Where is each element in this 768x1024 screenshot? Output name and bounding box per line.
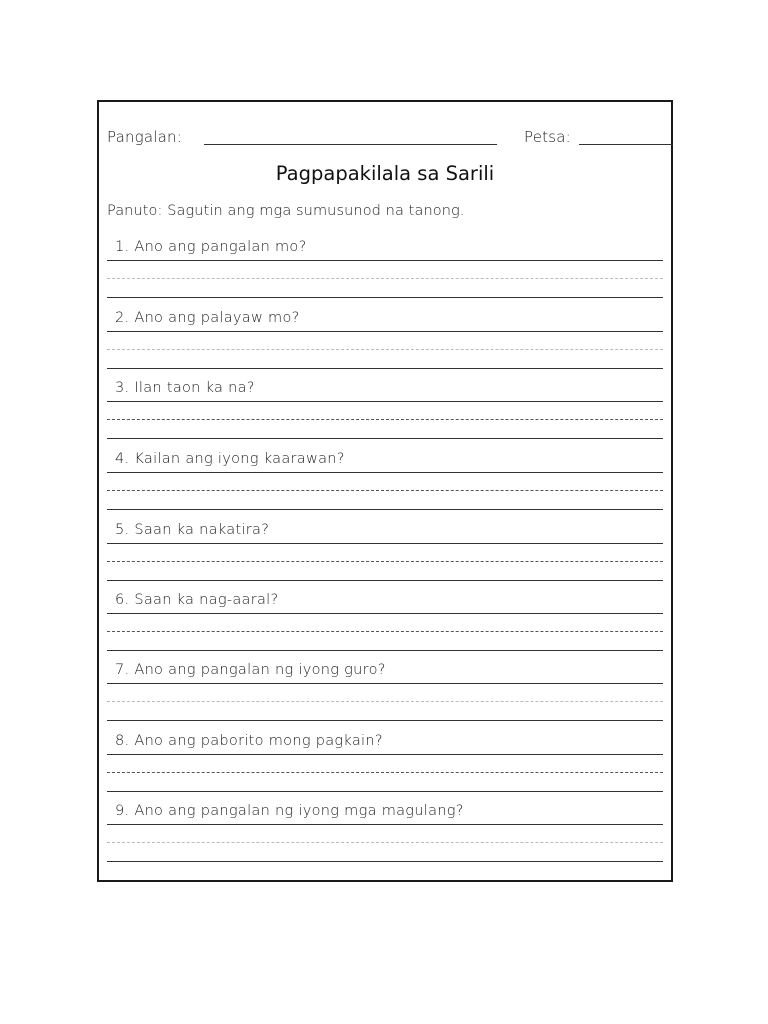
answer-line-top — [107, 331, 663, 332]
question-item — [107, 803, 663, 873]
name-label: Pangalan: — [107, 128, 182, 146]
answer-line-dashed[interactable] — [107, 772, 663, 773]
question-item — [107, 592, 663, 662]
answer-line-bottom — [107, 650, 663, 651]
question-item — [107, 310, 663, 380]
question-text: 1. Ano ang pangalan mo? — [115, 239, 307, 255]
answer-line-dashed[interactable] — [107, 419, 663, 420]
question-text: 9. Ano ang pangalan ng iyong mga magulang? — [115, 803, 464, 819]
question-item — [107, 380, 663, 450]
answer-line-bottom — [107, 297, 663, 298]
answer-line-top — [107, 613, 663, 614]
question-item — [107, 662, 663, 732]
date-answer-line[interactable] — [579, 144, 673, 145]
question-text: 5. Saan ka nakatira? — [115, 522, 270, 538]
answer-line-dashed[interactable] — [107, 701, 663, 702]
question-item — [107, 522, 663, 592]
date-label: Petsa: — [524, 128, 571, 146]
question-text: 4. Kailan ang iyong kaarawan? — [115, 451, 345, 467]
question-item — [107, 733, 663, 803]
question-text: 7. Ano ang pangalan ng iyong guro? — [115, 662, 386, 678]
answer-line-top — [107, 683, 663, 684]
question-item — [107, 239, 663, 309]
answer-line-bottom — [107, 861, 663, 862]
answer-line-bottom — [107, 720, 663, 721]
name-answer-line[interactable] — [204, 144, 497, 145]
instructions: Panuto: Sagutin ang mga sumusunod na tanong. — [107, 203, 465, 219]
question-item — [107, 451, 663, 521]
answer-line-dashed[interactable] — [107, 349, 663, 350]
question-text: 2. Ano ang palayaw mo? — [115, 310, 300, 326]
worksheet-page — [97, 100, 673, 882]
answer-line-dashed[interactable] — [107, 490, 663, 491]
answer-line-top — [107, 401, 663, 402]
answer-line-dashed[interactable] — [107, 278, 663, 279]
question-text: 6. Saan ka nag-aaral? — [115, 592, 279, 608]
answer-line-bottom — [107, 438, 663, 439]
answer-line-dashed[interactable] — [107, 631, 663, 632]
answer-line-dashed[interactable] — [107, 842, 663, 843]
answer-line-dashed[interactable] — [107, 561, 663, 562]
answer-line-top — [107, 260, 663, 261]
answer-line-top — [107, 472, 663, 473]
answer-line-bottom — [107, 791, 663, 792]
answer-line-bottom — [107, 368, 663, 369]
answer-line-bottom — [107, 580, 663, 581]
answer-line-top — [107, 543, 663, 544]
answer-line-bottom — [107, 509, 663, 510]
answer-line-top — [107, 824, 663, 825]
header-row — [107, 128, 667, 148]
answer-line-top — [107, 754, 663, 755]
worksheet-title: Pagpapakilala sa Sarili — [275, 162, 495, 185]
question-text: 8. Ano ang paborito mong pagkain? — [115, 733, 383, 749]
question-text: 3. Ilan taon ka na? — [115, 380, 255, 396]
